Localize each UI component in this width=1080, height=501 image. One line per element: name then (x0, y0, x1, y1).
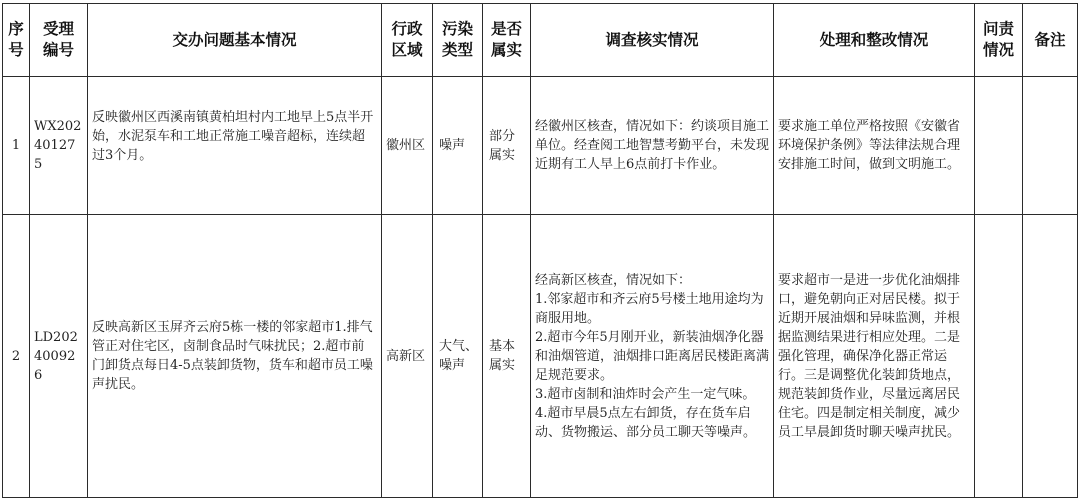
cell-district: 徽州区 (382, 77, 433, 215)
header-accept-no: 受理编号 (30, 4, 88, 77)
cell-issue: 反映徽州区西溪南镇黄柏坦村内工地早上5点半开始，水泥泵车和工地正常施工噪音超标，连续超过3个月。 (88, 77, 382, 215)
header-is-true: 是否属实 (483, 4, 531, 77)
cell-pollution-type: 大气、噪声 (433, 215, 483, 498)
cell-accountability (975, 77, 1023, 215)
cell-remark (1023, 215, 1078, 498)
header-handling: 处理和整改情况 (774, 4, 975, 77)
cell-investigation: 经徽州区核查，情况如下：约谈项目施工单位。经查阅工地智慧考勤平台，未发现近期有工人早上6点前打卡作业。 (531, 77, 774, 215)
investigation-item: 2.超市今年5月刚开业，新装油烟净化器和油烟管道，油烟排口距离居民楼距离满足规范要求。 (535, 329, 770, 383)
cell-seq: 2 (3, 215, 30, 498)
cell-remark (1023, 77, 1078, 215)
header-issue: 交办问题基本情况 (88, 4, 382, 77)
cell-accountability (975, 215, 1023, 498)
cell-seq: 1 (3, 77, 30, 215)
cell-is-true: 部分属实 (483, 77, 531, 215)
header-accountability: 问责情况 (975, 4, 1023, 77)
cell-is-true: 基本属实 (483, 215, 531, 498)
investigation-intro: 经高新区核查，情况如下： (535, 272, 692, 288)
header-pollution-type: 污染类型 (433, 4, 483, 77)
cell-accept-no: WX20240127 5 (30, 77, 88, 215)
investigation-item: 3.超市卤制和油炸时会产生一定气味。 (535, 386, 756, 402)
cell-handling: 要求施工单位严格按照《安徽省环境保护条例》等法律法规合理安排施工时间，做到文明施工。 (774, 77, 975, 215)
table-row (3, 215, 1078, 498)
investigation-item: 1.邻家超市和齐云府5号楼土地用途均为商服用地。 (535, 291, 764, 326)
header-remark: 备注 (1023, 4, 1078, 77)
header-seq: 序号 (3, 4, 30, 77)
investigation-item: 4.超市早晨5点左右卸货，存在货车启动、货物搬运、部分员工聊天等噪声。 (535, 405, 757, 440)
cell-district: 高新区 (382, 215, 433, 498)
cell-investigation (531, 215, 774, 498)
header-district: 行政区域 (382, 4, 433, 77)
cell-issue: 反映高新区玉屏齐云府5栋一楼的邻家超市1.排气管正对住宅区，卤制食品时气味扰民；2.超市前门卸货点每日4-5点装卸货物，货车和超市员工噪声扰民。 (88, 215, 382, 498)
cell-handling: 要求超市一是进一步优化油烟排口，避免朝向正对居民楼。拟于近期开展油烟和异味监测，并根据监测结果进行相应处理。二是强化管理，确保净化器正常运行。三是调整优化装卸货地点，规范装卸货作业，尽量远离居民住宅。四是制定相关制度，减少员工早晨卸货时聊天噪声扰民。 (774, 215, 975, 498)
cell-accept-no: LD202400926 (30, 215, 88, 498)
cell-pollution-type: 噪声 (433, 77, 483, 215)
header-investigation: 调查核实情况 (531, 4, 774, 77)
complaint-table (2, 3, 1078, 498)
table-row (3, 77, 1078, 215)
header-row (3, 4, 1078, 77)
